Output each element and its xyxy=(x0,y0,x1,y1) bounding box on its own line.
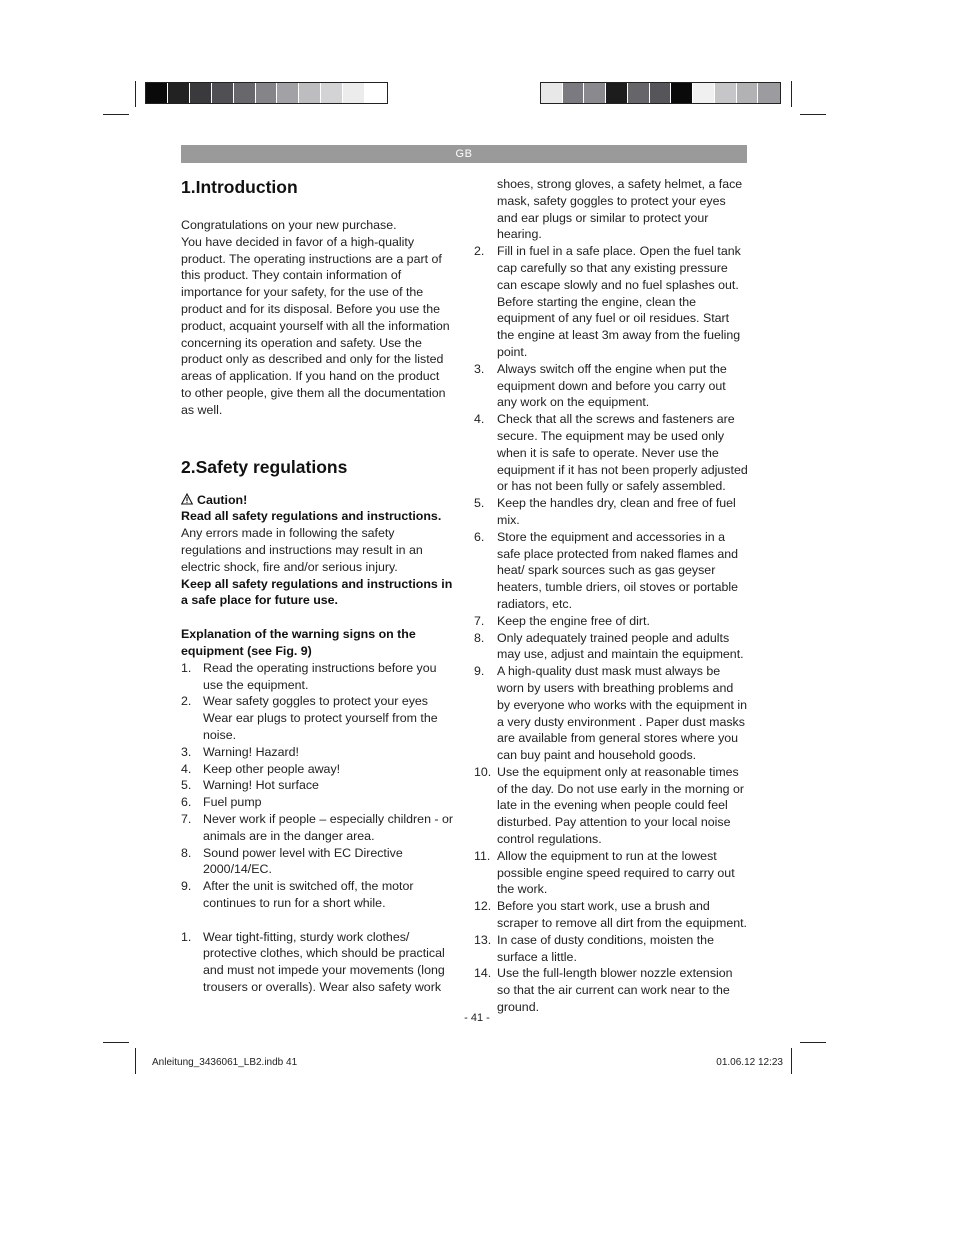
warning-sign-item xyxy=(181,845,453,879)
intro-paragraph-2: You have decided in favor of a high-quality product. The operating instructions are a part of this product. They contain information of importance for your safety, for the use of the product and for its disposal. Before you use the product, acquaint yourself with all the information concerning its operation and safety. Use the product only as described and only for the listed areas of application. If you hand on the product to other people, give them all the documentation as well. xyxy=(181,234,450,417)
warning-sign-item xyxy=(181,693,453,743)
warning-sign-item-number: 7. xyxy=(181,811,192,826)
color-swatch xyxy=(606,83,628,103)
safety-rule-item-number: 7. xyxy=(474,613,485,628)
color-swatch xyxy=(584,83,606,103)
warning-sign-item xyxy=(181,744,453,761)
color-control-bar-left xyxy=(145,82,388,104)
safety-rule-item-text: In case of dusty conditions, moisten the surface a little. xyxy=(497,932,714,964)
crop-mark-bottom-left-v xyxy=(135,1048,136,1074)
safety-rule-item-number: 2. xyxy=(474,244,485,259)
footer-file-name: Anleitung_3436061_LB2.indb 41 xyxy=(152,1057,298,1068)
warning-sign-item-number: 2. xyxy=(181,694,192,709)
safety-rule-item xyxy=(474,613,748,630)
warning-sign-item-number: 3. xyxy=(181,744,192,759)
safety-rule-item-number: 11. xyxy=(474,848,491,863)
safety-rule-item xyxy=(474,630,748,664)
safety-heading-number: 2. xyxy=(181,456,196,477)
safety-rule-item-number: 6. xyxy=(474,529,485,544)
warning-sign-item-text: Sound power level with EC Directive 2000/14/EC. xyxy=(203,845,403,877)
warning-sign-item-text: Never work if people – especially children - or animals are in the danger area. xyxy=(203,811,453,843)
safety-heading xyxy=(181,456,453,478)
safety-rule-item xyxy=(474,663,748,764)
color-swatch xyxy=(693,83,715,103)
right-column xyxy=(474,176,748,1016)
safety-rule-item-number: 9. xyxy=(474,664,485,679)
footer-timestamp: 01.06.12 12:23 xyxy=(716,1057,783,1068)
warning-triangle-icon xyxy=(181,493,193,505)
safety-rule-number: 1. xyxy=(181,929,192,944)
warning-sign-item xyxy=(181,878,453,912)
crop-mark-bottom-left-h xyxy=(103,1042,129,1043)
safety-rule-item-number: 10. xyxy=(474,764,492,779)
safety-rule-item xyxy=(474,495,748,529)
safety-rule-item-number: 12. xyxy=(474,899,492,914)
warning-sign-item xyxy=(181,777,453,794)
safety-rule-item-text: Before you start work, use a brush and scraper to remove all dirt from the equipment. xyxy=(497,899,747,931)
intro-paragraph-1: Congratulations on your new purchase. xyxy=(181,218,397,232)
warning-sign-item-text: Warning! Hazard! xyxy=(203,744,299,759)
color-swatch xyxy=(563,83,585,103)
color-swatch xyxy=(650,83,672,103)
warning-sign-item-number: 9. xyxy=(181,879,192,894)
safety-rule-text: Wear tight-fitting, sturdy work clothes/ protective clothes, which should be practical and must not impede your movements (long trousers or overalls). Wear also safety work xyxy=(203,929,445,995)
safety-rule-item xyxy=(474,764,748,848)
safety-rule-item-text: Allow the equipment to run at the lowest possible engine speed required to carry out the work. xyxy=(497,848,735,897)
warning-sign-item-text: Warning! Hot surface xyxy=(203,778,319,793)
caution-line xyxy=(181,492,453,509)
color-swatch xyxy=(146,83,168,103)
safety-heading-text: Safety regulations xyxy=(195,456,348,477)
color-swatch xyxy=(234,83,256,103)
safety-rule-item-text: Only adequately trained people and adults may use, adjust and maintain the equipment. xyxy=(497,630,744,662)
warning-sign-item-number: 6. xyxy=(181,795,192,810)
warning-sign-item-text: Fuel pump xyxy=(203,795,262,810)
warning-sign-item-number: 8. xyxy=(181,845,192,860)
color-swatch xyxy=(343,83,365,103)
safety-rule-item-number: 3. xyxy=(474,361,485,376)
intro-heading-number: 1. xyxy=(181,177,196,197)
warning-sign-item-text: Read the operating instructions before you use the equipment. xyxy=(203,660,437,692)
safety-rule-item xyxy=(181,929,453,996)
crop-mark-bottom-right-v xyxy=(791,1048,792,1074)
safety-rule-item xyxy=(474,529,748,613)
read-all-notice: Read all safety regulations and instructions. xyxy=(181,509,442,524)
color-swatch xyxy=(758,83,780,103)
safety-rule-item-number: 4. xyxy=(474,412,485,427)
caution-label: Caution! xyxy=(197,492,248,507)
safety-rule-item-text: Keep the engine free of dirt. xyxy=(497,613,650,628)
color-swatch xyxy=(256,83,278,103)
intro-heading-text: Introduction xyxy=(195,177,298,197)
safety-rule-item xyxy=(474,243,748,361)
keep-all-notice: Keep all safety regulations and instructions in a safe place for future use. xyxy=(181,576,453,608)
warning-sign-item xyxy=(181,761,453,778)
safety-rule-item-text: Keep the handles dry, clean and free of fuel mix. xyxy=(497,496,736,527)
crop-mark-top-left-v xyxy=(135,81,136,107)
color-swatch xyxy=(212,83,234,103)
warning-sign-item-text: Keep other people away! xyxy=(203,761,341,776)
color-control-bar-right xyxy=(540,82,781,104)
crop-mark-bottom-right-h xyxy=(800,1042,826,1043)
safety-rule-item xyxy=(474,411,748,495)
page-number: - 41 - xyxy=(464,1012,490,1024)
color-swatch xyxy=(277,83,299,103)
language-header-band xyxy=(181,145,747,163)
safety-rule-item-number: 5. xyxy=(474,496,485,511)
color-swatch xyxy=(541,83,563,103)
safety-rule-item-number: 8. xyxy=(474,630,485,645)
safety-rule-item-text: Fill in fuel in a safe place. Open the fuel tank cap carefully so that any existing pressure can escape slowly and no fuel splashes out. Before starting the engine, clean the equipment of any fuel or oil residues. Start the engine at least 3m away from the fueling point. xyxy=(497,244,741,359)
color-swatch xyxy=(671,83,693,103)
warning-sign-item xyxy=(181,794,453,811)
warning-sign-item-number: 4. xyxy=(181,761,192,776)
color-swatch xyxy=(299,83,321,103)
safety-rule-item-text: Use the equipment only at reasonable times of the day. Do not use early in the morning or late in the evening when people could feel disturbed. Pay attention to your local noise control regulations. xyxy=(497,764,745,847)
safety-rule-item xyxy=(474,965,748,1015)
errors-notice: Any errors made in following the safety regulations and instructions may result in an electric shock, fire and/or serious injury. xyxy=(181,526,423,574)
safety-rule-item-text: Always switch off the engine when put the equipment down and before you carry out any work on the equipment. xyxy=(497,361,727,410)
safety-rule-1-continued: shoes, strong gloves, a safety helmet, a face mask, safety goggles to protect your eyes and ear plugs or similar to protect your hearing. xyxy=(497,177,743,242)
color-swatch xyxy=(715,83,737,103)
safety-rule-item xyxy=(474,848,748,898)
crop-mark-top-right-h xyxy=(800,114,826,115)
warning-sign-item-number: 5. xyxy=(181,778,192,793)
safety-rules-list-start xyxy=(181,929,453,996)
safety-rule-item xyxy=(474,361,748,411)
safety-rule-item-text: A high-quality dust mask must always be worn by users with breathing problems and by everyone who works with the equipment in a very dusty environment . Paper dust masks are available from general stores where you can buy paint and household goods. xyxy=(497,664,748,763)
warning-sign-item xyxy=(181,811,453,845)
crop-mark-top-left-h xyxy=(103,114,129,115)
color-swatch xyxy=(321,83,343,103)
left-column xyxy=(181,176,453,996)
crop-mark-top-right-v xyxy=(791,81,792,107)
color-swatch xyxy=(737,83,759,103)
warning-sign-item-text: Wear safety goggles to protect your eyes Wear ear plugs to protect yourself from the noise. xyxy=(203,694,438,742)
color-swatch xyxy=(365,83,387,103)
warning-signs-list xyxy=(181,660,453,912)
color-swatch xyxy=(168,83,190,103)
warning-sign-item-text: After the unit is switched off, the motor continues to run for a short while. xyxy=(203,879,414,910)
color-swatch xyxy=(190,83,212,103)
safety-rule-item-number: 14. xyxy=(474,966,492,981)
safety-rule-item-text: Store the equipment and accessories in a safe place protected from naked flames and heat/ spark sources such as gas geyser heaters, tumble driers, oil stoves or portable radiators, etc. xyxy=(497,529,739,611)
safety-rule-item-number: 13. xyxy=(474,932,492,947)
intro-heading xyxy=(181,176,453,198)
warning-sign-item-number: 1. xyxy=(181,660,192,675)
warning-sign-item xyxy=(181,660,453,694)
safety-rule-item-text: Use the full-length blower nozzle extension so that the air current can work near to the ground. xyxy=(497,966,733,1015)
safety-rules-list xyxy=(474,243,748,1016)
safety-rule-item-text: Check that all the screws and fasteners are secure. The equipment may be used only when it is safe to operate. Never use the equipment if it has not been properly adjusted or has not been fully or safely assembled. xyxy=(497,412,748,494)
color-swatch xyxy=(628,83,650,103)
explanation-heading: Explanation of the warning signs on the equipment (see Fig. 9) xyxy=(181,627,416,658)
safety-rule-item xyxy=(474,898,748,932)
language-code: GB xyxy=(455,148,473,160)
safety-rule-item xyxy=(474,932,748,966)
